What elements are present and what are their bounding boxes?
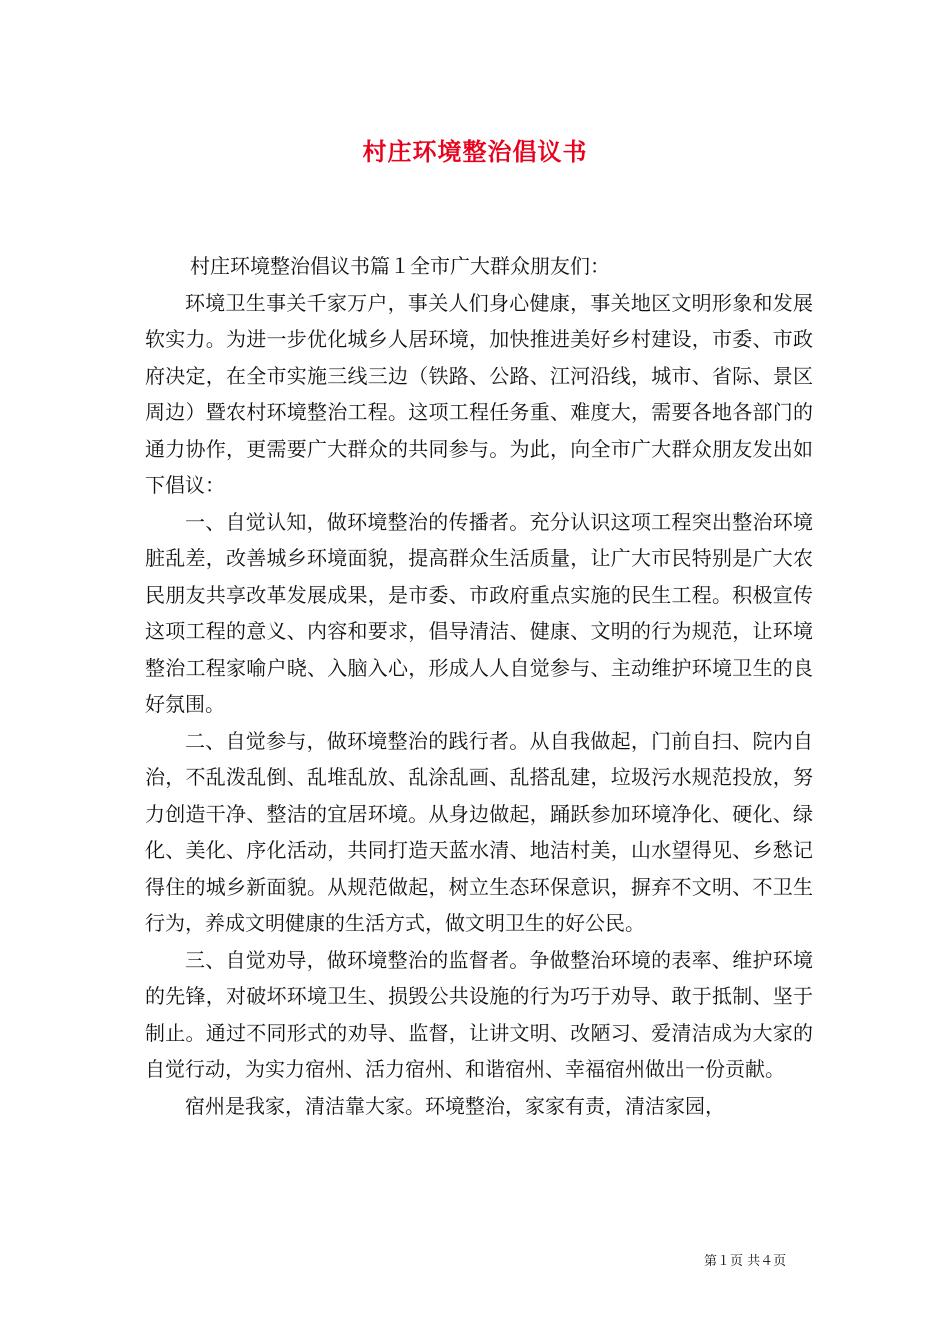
- paragraph-point-three: 三、自觉劝导，做环境整治的监督者。争做整治环境的表率、维护环境的先锋，对破坏环境卫生、损毁公共设施的行为巧于劝导、敢于抵制、坚于制止。通过不同形式的劝导、监督，让讲文明、改陋习、爱清洁成为大家的自觉行动，为实力宿州、活力宿州、和谐宿州、幸福宿州做出一份贡献。: [145, 947, 813, 1081]
- paragraph-background: 环境卫生事关千家万户，事关人们身心健康，事关地区文明形象和发展软实力。为进一步优化城乡人居环境，加快推进美好乡村建设，市委、市政府决定，在全市实施三线三边（铁路、公路、江河沿线，城市、省际、景区周边）暨农村环境整治工程。这项工程任务重、难度大，需要各地各部门的通力协作，更需要广大群众的共同参与。为此，向全市广大群众朋友发出如下倡议：: [145, 290, 813, 497]
- page-number: 第１页 共４页: [704, 1254, 787, 1269]
- document-title: 村庄环境整治倡议书: [362, 137, 588, 166]
- paragraph-point-one: 一、自觉认知，做环境整治的传播者。充分认识这项工程突出整治环境脏乱差，改善城乡环境面貌，提高群众生活质量，让广大市民特别是广大农民朋友共享改革发展成果，是市委、市政府重点实施的民生工程。积极宣传这项工程的意义、内容和要求，倡导清洁、健康、文明的行为规范，让环境整治工程家喻户晓、入脑入心，形成人人自觉参与、主动维护环境卫生的良好氛围。: [145, 509, 813, 716]
- document-body: [145, 248, 813, 1124]
- paragraph-intro: 村庄环境整治倡议书篇１全市广大群众朋友们：: [190, 254, 610, 278]
- paragraph-point-two: 二、自觉参与，做环境整治的践行者。从自我做起，门前自扫、院内自治，不乱泼乱倒、乱堆乱放、乱涂乱画、乱搭乱建，垃圾污水规范投放，努力创造干净、整洁的宜居环境。从身边做起，踊跃参加环境净化、硬化、绿化、美化、序化活动，共同打造天蓝水清、地洁村美，山水望得见、乡愁记得住的城乡新面貌。从规范做起，树立生态环保意识，摒弃不文明、不卫生行为，养成文明健康的生活方式，做文明卫生的好公民。: [145, 728, 813, 935]
- paragraph-closing: 宿州是我家，清洁靠大家。环境整治，家家有责，清洁家园，: [185, 1093, 725, 1118]
